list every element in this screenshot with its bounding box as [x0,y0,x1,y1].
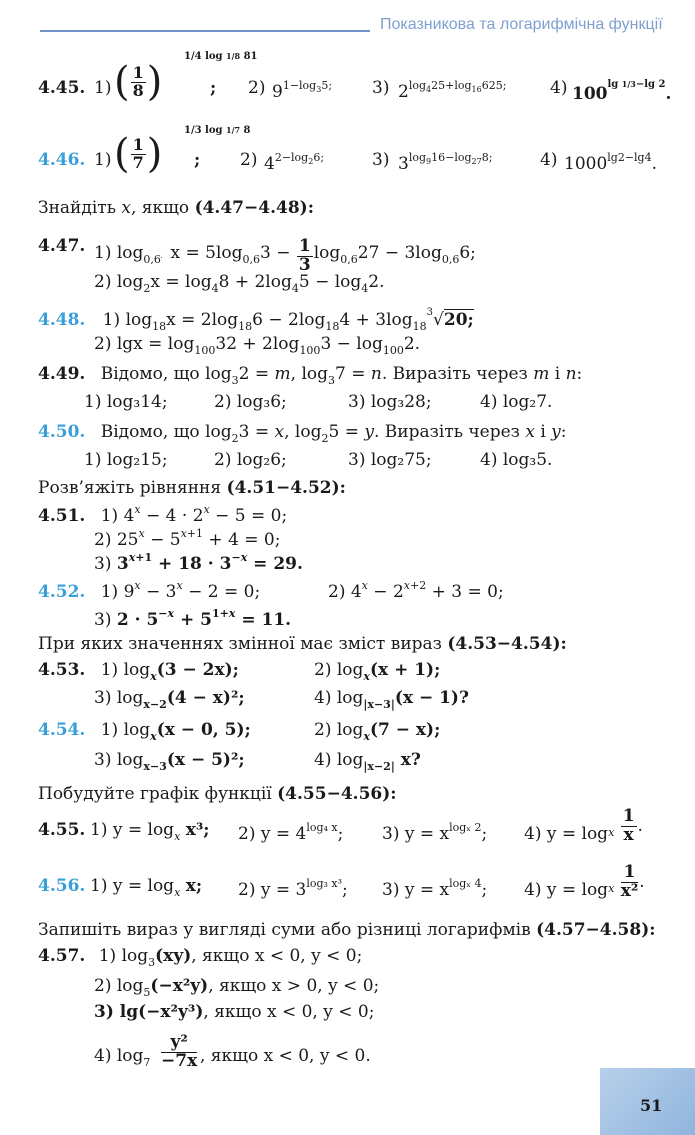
expr-4: $100^{lg 1/3-lg 2}$. [572,79,672,104]
page-corner-decoration [600,1068,695,1135]
exercise-number: 4.50. [38,422,86,442]
header-rule [40,30,370,32]
exercise-4-51-line-3: 3) $3^{x+1} + 18 \cdot 3^{-x} = 29$. [94,551,303,574]
exercise-4-54-line-2: 3) $\log_{x-3}(x - 5)^2$; 4) $\log_{|x-2|} x$? [94,750,421,773]
exercise-4-51: 4.51. 1) $4^x - 4 \cdot 2^x - 5 = 0$; [38,503,288,526]
exercise-number: 4.56. [38,876,86,896]
expr-3: $3^{log_916-log_{27}8;}$ [398,151,493,174]
item-label: 4) [550,78,568,98]
exercise-number: 4.51. [38,506,86,526]
exercise-4-57: 4.57. 1) $\log_3(xy)$, якщо x < 0, y < 0; [38,946,363,969]
line-1: 1) $\log_{0,6} x = 5\log_{0,6}3$ − $\frac{1}{3}$ $\log_{0,6}27 - 3\log_{0,6}6$; [94,236,476,275]
exercise-4-57-line-2: 2) $\log_5(-x^2y)$, якщо x > 0, y < 0; [94,976,380,999]
item-label: 3) [372,78,390,98]
exercise-number: 4.57. [38,946,86,966]
expr-4: $1000^{lg2-lg4}$. [564,151,658,174]
expr-1: ( $\frac{1}{7}$ ) 1/3 log 1/7 8 [114,125,251,177]
expr-1: ( $\frac{1}{8}$ ) 1/4 log 1/8 81 [114,51,258,105]
item-label: 2) [248,78,266,98]
instruction-find-x: Знайдіть x, якщо (4.47−4.48): [38,198,314,218]
item-label: 3) [372,150,390,170]
expr-3: $2^{log_425+log_{16}625;}$ [398,79,507,102]
exercise-number: 4.46. [38,150,86,170]
instruction-graph: Побудуйте графік функції (4.55−4.56): [38,784,397,804]
semicolon: ; [194,150,201,170]
item-label: 1) [94,78,112,98]
line-1: 1) $\log_{18}x = 2\log_{18}6 - 2\log_{18}4 + 3\log_{18}^3√20$; [102,307,474,333]
exercise-4-48-line-2: 2) $\lg x = \log_{100}32 + 2\log_{100}3 - \log_{100}2$. [94,334,421,357]
item-label: 1) [94,150,112,170]
instruction-sum: Запишіть вираз у вигляді суми або різниці логарифмів (4.57−4.58): [38,920,656,940]
exercise-4-52: 4.52. 1) $9^x - 3^x - 2 = 0$; 2) $4^x - 2^{x+2} + 3 = 0$; [38,579,504,602]
semicolon: ; [210,78,217,98]
exercise-number: 4.49. [38,364,86,384]
exercise-4-53: 4.53. 1) $\log_x(3 - 2x)$; 2) $\log_x(x + 1)$; [38,660,441,683]
exercise-4-48 [38,308,474,332]
exercise-number: 4.54. [38,720,86,740]
instruction-domain: При яких значеннях змінної має зміст вираз (4.53−4.54): [38,634,567,654]
exercise-4-53-line-2: 3) $\log_{x-2}(4 - x)^2$; 4) $\log_{|x-3|}(x - 1)$? [94,688,469,711]
page-number: 51 [640,1096,663,1115]
item-label: 2) [240,150,258,170]
exercise-number: 4.47. [38,236,86,256]
exercise-4-52-line-3: 3) $2 \cdot 5^{-x} + 5^{1+x} = 11$. [94,607,292,630]
exercise-number: 4.55. [38,820,86,840]
exercise-number: 4.45. [38,78,86,98]
exercise-4-57-line-3: 3) lg(−x²y³), якщо x < 0, y < 0; [94,1002,375,1022]
instruction-solve: Розв’яжіть рівняння (4.51−4.52): [38,478,346,498]
exercise-number: 4.53. [38,660,86,680]
exercise-4-54: 4.54. 1) $\log_x(x - 0$, 5); 2) $\log_x(7 - x)$; [38,720,441,743]
expr-2: $4^{2-log_26;}$ [264,151,325,174]
exercise-number: 4.48. [38,310,86,330]
exercise-4-49: 4.49. Відомо, що $\log_32 = m$, $\log_37 = n$. Виразіть через m і n: [38,364,583,387]
header-title: Показникова та логарифмічна функції [380,16,663,33]
item-label: 4) [540,150,558,170]
exercise-4-51-line-2: 2) $25^x - 5^{x+1} + 4 = 0$; [94,527,281,550]
expr-2: $9^{1-log_35;}$ [272,79,333,102]
exercise-4-47-line-2: 2) $\log_2x = \log_48 + 2\log_45 - \log_42$. [94,272,385,295]
exercise-number: 4.52. [38,582,86,602]
exercise-4-50: 4.50. Відомо, що $\log_23 = x$, $\log_25 = y$. Виразіть через x і y: [38,422,567,445]
